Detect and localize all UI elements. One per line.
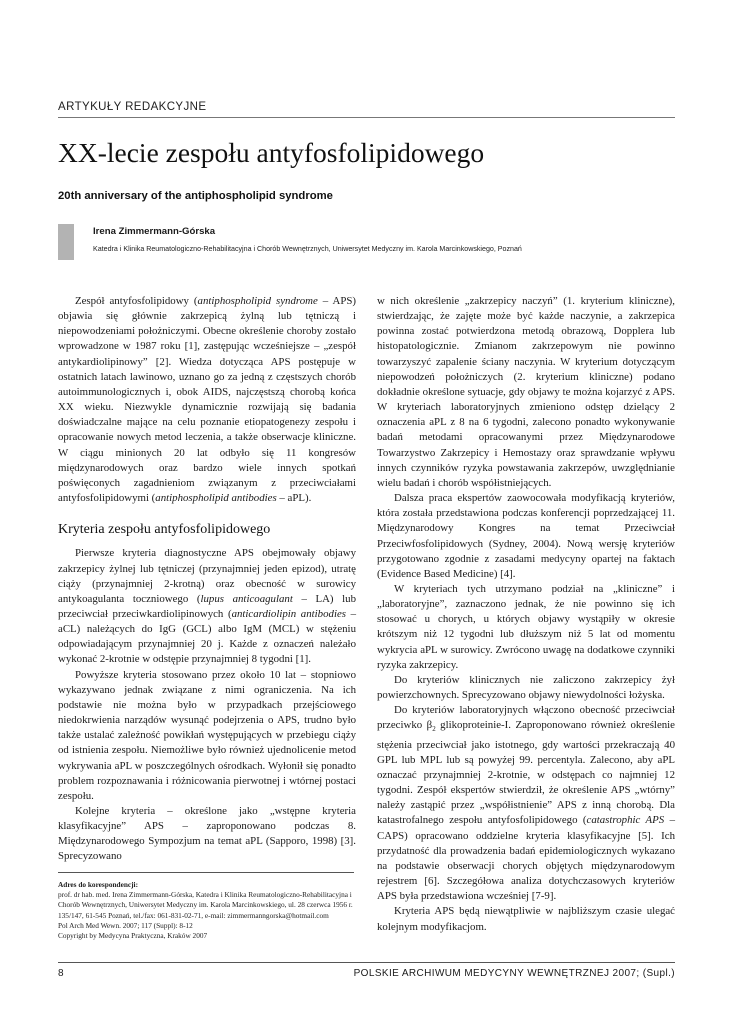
section-heading: Kryteria zespołu antyfosfolipidowego (58, 522, 271, 538)
page-number: 8 (58, 968, 64, 979)
header-rule (58, 117, 675, 118)
correspondence-address: prof. dr hab. med. Irena Zimmermann-Górska, Katedra i Klinika Reumatologiczno-Rehabilitacyjna i Chorób Wewnętrznych, Uniwersytet Medyczny im. Karola Marcinkowskiego, ul. 28 czerwca 1956 r. 135/147, 61-545 Poznań, tel./fax: 061-831-02-71, e-mail: zimmermanngorska@hotmail.com (58, 890, 353, 920)
article-title: XX-lecie zespołu antyfosfolipidowego (58, 137, 485, 168)
paragraph: Zespół antyfosfolipidowy (antiphospholipid syndrome – APS) objawia się głównie zakrzepicą żylną lub tętniczą i niepowodzeniami położniczymi. Obecne określenie choroby zostało wprowadzone w 1987 roku [1], zastępując wcześniejsze – „zespół antykardiolipinowy” [2]. Wiedza dotycząca APS postępuje w ostatnich latach lawinowo, uznano go za jedną z częstszych chorób autoimmunologicznych i, obok AIDS, najczęstszą chorobą końca XX wieku. Niezwykle dynamicznie rozwijają się badania doświadczalne mające na celu poznanie etiopatogenezy zespołu i opracowanie nowych metod leczenia, a także obserwacje kliniczne. W ciągu minionych 20 lat odbyło się 11 kongresów międzynarodowych oraz bardzo wiele innych spotkań poświęconych zagadnieniom związanym z przeciwciałami antyfosfolipidowymi (antiphospholipid antibodies – aPL). (58, 295, 356, 505)
paragraph: Pierwsze kryteria diagnostyczne APS obejmowały objawy zakrzepicy żylnej lub tętniczej (przynajmniej jeden epizod), utratę ciąży (przynajmniej 2-krotną) oraz obecność w surowicy antykoagulanta toczniowego (lupus anticoagulant – LA) lub przeciwciał przeciwkardiolipinowych (anticardiolipin antibodies – aCL) należących do IgG (GCL) albo IgM (MCL) w stężeniu odpowiadającym przynajmniej 20 j. Każde z oznaczeń należało wykonać 2-krotnie w odstępie przynajmniej 8 tygodni [1]. (58, 547, 357, 666)
paragraph: Kryteria APS będą niewątpliwie w najbliższym czasie ulegać kolejnym modyfikacjom. (377, 905, 675, 933)
citation: Pol Arch Med Wewn. 2007; 117 (Suppl): 8-12 (58, 920, 193, 930)
author-name: Irena Zimmermann-Górska (93, 226, 216, 237)
copyright: Copyright by Medycyna Praktyczna, Kraków 2007 (58, 931, 208, 941)
article-subtitle: 20th anniversary of the antiphospholipid syndrome (58, 190, 333, 202)
section-label: ARTYKUŁY REDAKCYJNE (58, 101, 207, 113)
paragraph: Powyższe kryteria stosowano przez około 10 lat – stopniowo wykazywano jednak związane z nimi ograniczenia. Na ich podstawie nie można było w przypadkach przejściowego niedokrwienia narządów wysunąć podejrzenia o APS, trudno było także ustalać zależność powikłań występujących w przebiegu ciąży od istnienia zespołu. Niemożliwe było również ujednolicenie metod wykrywania aPL w poszczególnych ośrodkach. Wyłonił się ponadto problem rozpoznawania i różnicowania pierwotnej i wtórnej postaci zespołu. (58, 668, 356, 802)
correspondence-block (58, 880, 354, 941)
column-left (58, 294, 356, 865)
paragraph: Do kryteriów laboratoryjnych włączono obecność przeciwciał przeciwko $\beta_2$ glikoproteinie-I. Zaproponowano również określenie stężenia przeciwciał jako istotnego, gdy wartości przekraczają 40 GPL lub MPL lub są powyżej 99. percentyla. Zalecono, aby aPL oznaczać przynajmniej 2-krotnie, w odstępach co najmniej 12 tygodni. Zespół ekspertów stwierdził, że określenie APS „wtórny” należy zastąpić przez „współistnienie” APS z inną chorobą. Dla katastrofalnego zespołu antyfosfolipidowego (catastrophic APS – CAPS) opracowano oddzielne kryteria klasyfikacyjne [5]. Ich przydatność dla prowadzenia badań epidemiologicznych wykazano na podstawie obserwacji chorych objętych międzynarodowym rejestrem [6]. Szczegółowa analiza dotychczasowych kryteriów APS była przedstawiona wcześniej [7-9]. (377, 704, 675, 903)
column-right (377, 294, 675, 935)
author-affiliation: Katedra i Klinika Reumatologiczno-Rehabilitacyjna i Chorób Wewnętrznych, Uniwersytet Medyczny im. Karola Marcinkowskiego, Poznań (93, 245, 522, 253)
journal-name: POLSKIE ARCHIWUM MEDYCYNY WEWNĘTRZNEJ 2007; (Supl.) (353, 968, 675, 979)
footer-rule (58, 962, 675, 963)
correspondence-rule (58, 872, 354, 873)
paragraph: W kryteriach tych utrzymano podział na „kliniczne” i „laboratoryjne”, zaznaczono jednak, że nie powinno się ich stosować u chorych, u których objawy wystąpiły w okresie krótszym niż 12 tygodni lub dłuższym niż 5 lat od momentu wykrycia aPL w surowicy. Zwrócono uwagę na dodatkowe czynniki ryzyka zakrzepicy. (377, 582, 675, 671)
author-bar (58, 224, 74, 260)
paragraph: Do kryteriów klinicznych nie zaliczono zakrzepicy żył powierzchownych. Sprecyzowano objawy niewydolności łożyska. (377, 673, 675, 702)
paragraph: w nich określenie „zakrzepicy naczyń” (1. kryterium kliniczne), stwierdzając, że zajęte może być każde naczynie, a zakrzepica powinna zostać potwierdzona metodą obrazową, Dopplera lub histopatologicznie. Zmianom zakrzepowym nie powinno towarzyszyć zapalenie ściany naczynia. W kryterium dotyczącym niepowodzeń położniczych (2. kryterium kliniczne) podano dokładnie określone sytuacje, gdy objawy te można kojarzyć z APS. W kryteriach laboratoryjnych zmieniono odstęp dzielący 2 oznaczenia aPL z 8 na 6 tygodni, zalecono ponadto wykonywanie badań metodami opracowanymi przez Międzynarodowe Towarzystwo Zakrzepicy i Hemostazy oraz sprawdzanie wpływu innych czynników ryzyka powstawania zakrzepów, uwzględnianie wielu badań i chorób współistniejących. (377, 295, 675, 489)
paragraph: Kolejne kryteria – określone jako „wstępne kryteria klasyfikacyjne” APS – zaproponowano podczas 8. Międzynarodowego Sympozjum na temat aPL (Sapporo, 1998) [3]. Sprecyzowano (58, 805, 356, 863)
paragraph: Dalsza praca ekspertów zaowocowała modyfikacją kryteriów, która została przedstawiona podczas konferencji poprzedzającej 11. Międzynarodowy Kongres na temat Przeciwciał Przeciwfosfolipidowych (Sydney, 2004). Nową wersję kryteriów przygotowano zgodnie z zasadami medycyny opartej na faktach (Evidence Based Medicine) [4]. (377, 492, 675, 580)
correspondence-label: Adres do korespondencji: (58, 880, 139, 889)
